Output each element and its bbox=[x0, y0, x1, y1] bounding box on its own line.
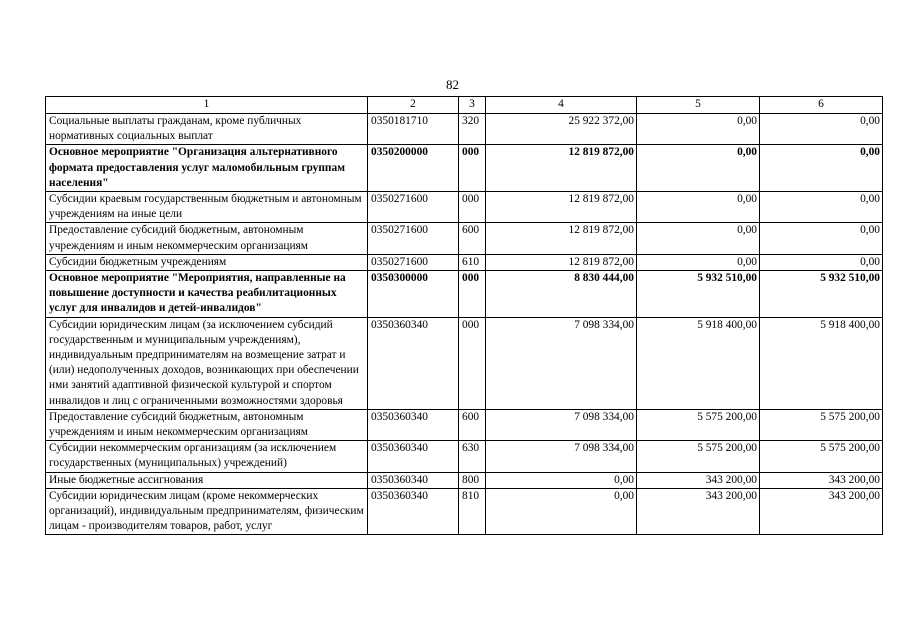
row-amount-4: 0,00 bbox=[486, 488, 637, 535]
row-expense-type: 000 bbox=[459, 192, 486, 223]
row-expense-type: 320 bbox=[459, 114, 486, 145]
row-amount-4: 12 819 872,00 bbox=[486, 192, 637, 223]
row-expense-type: 800 bbox=[459, 472, 486, 488]
row-expense-type: 600 bbox=[459, 409, 486, 440]
row-name: Субсидии юридическим лицам (за исключением субсидий государственным и муниципальным учреждениям), индивидуальным предпринимателям на возмещение затрат и (или) недополученных доходов, возникающих при обеспечении ими занятий адаптивной физической культурой и спортом инвалидов и лиц с ограниченными возможностями здоровья bbox=[46, 317, 368, 409]
row-name: Субсидии юридическим лицам (кроме некоммерческих организаций), индивидуальным предпринимателям, физическим лицам - производителям товаров, работ, услуг bbox=[46, 488, 368, 535]
row-amount-4: 7 098 334,00 bbox=[486, 409, 637, 440]
row-amount-4: 25 922 372,00 bbox=[486, 114, 637, 145]
row-name: Иные бюджетные ассигнования bbox=[46, 472, 368, 488]
row-expense-type: 810 bbox=[459, 488, 486, 535]
row-code: 0350360340 bbox=[368, 472, 459, 488]
row-name: Субсидии бюджетным учреждениям bbox=[46, 254, 368, 270]
row-amount-5: 0,00 bbox=[637, 114, 760, 145]
row-code: 0350300000 bbox=[368, 271, 459, 318]
row-amount-5: 0,00 bbox=[637, 192, 760, 223]
table-row bbox=[46, 145, 883, 192]
row-name: Социальные выплаты гражданам, кроме публичных нормативных социальных выплат bbox=[46, 114, 368, 145]
row-expense-type: 000 bbox=[459, 145, 486, 192]
row-amount-4: 8 830 444,00 bbox=[486, 271, 637, 318]
row-amount-5: 5 575 200,00 bbox=[637, 409, 760, 440]
row-code: 0350271600 bbox=[368, 254, 459, 270]
row-amount-6: 5 918 400,00 bbox=[760, 317, 883, 409]
row-amount-6: 0,00 bbox=[760, 223, 883, 254]
row-amount-6: 5 575 200,00 bbox=[760, 441, 883, 472]
row-amount-4: 12 819 872,00 bbox=[486, 145, 637, 192]
column-number-row bbox=[46, 97, 883, 114]
row-amount-5: 5 932 510,00 bbox=[637, 271, 760, 318]
table-row bbox=[46, 488, 883, 535]
row-expense-type: 000 bbox=[459, 317, 486, 409]
row-amount-5: 343 200,00 bbox=[637, 472, 760, 488]
table-row bbox=[46, 409, 883, 440]
row-expense-type: 630 bbox=[459, 441, 486, 472]
row-amount-5: 0,00 bbox=[637, 254, 760, 270]
row-amount-5: 5 575 200,00 bbox=[637, 441, 760, 472]
row-code: 0350360340 bbox=[368, 441, 459, 472]
row-amount-5: 0,00 bbox=[637, 223, 760, 254]
row-amount-6: 343 200,00 bbox=[760, 488, 883, 535]
row-code: 0350360340 bbox=[368, 317, 459, 409]
column-header-2: 2 bbox=[368, 97, 459, 114]
row-amount-5: 343 200,00 bbox=[637, 488, 760, 535]
row-amount-5: 5 918 400,00 bbox=[637, 317, 760, 409]
column-header-5: 5 bbox=[637, 97, 760, 114]
row-amount-6: 0,00 bbox=[760, 145, 883, 192]
row-amount-4: 0,00 bbox=[486, 472, 637, 488]
column-header-1: 1 bbox=[46, 97, 368, 114]
row-code: 0350271600 bbox=[368, 192, 459, 223]
table-row bbox=[46, 472, 883, 488]
row-amount-6: 0,00 bbox=[760, 114, 883, 145]
row-expense-type: 600 bbox=[459, 223, 486, 254]
table-row bbox=[46, 114, 883, 145]
row-amount-5: 0,00 bbox=[637, 145, 760, 192]
row-amount-6: 5 932 510,00 bbox=[760, 271, 883, 318]
table-row bbox=[46, 271, 883, 318]
column-header-3: 3 bbox=[459, 97, 486, 114]
row-amount-6: 343 200,00 bbox=[760, 472, 883, 488]
row-name: Основное мероприятие "Организация альтернативного формата предоставления услуг маломобильным группам населения" bbox=[46, 145, 368, 192]
row-name: Предоставление субсидий бюджетным, автономным учреждениям и иным некоммерческим организациям bbox=[46, 223, 368, 254]
row-name: Основное мероприятие "Мероприятия, направленные на повышение доступности и качества реабилитационных услуг для инвалидов и детей-инвалидов" bbox=[46, 271, 368, 318]
row-amount-4: 7 098 334,00 bbox=[486, 317, 637, 409]
row-amount-4: 7 098 334,00 bbox=[486, 441, 637, 472]
table-row bbox=[46, 254, 883, 270]
row-amount-6: 0,00 bbox=[760, 254, 883, 270]
table-row bbox=[46, 223, 883, 254]
column-header-4: 4 bbox=[486, 97, 637, 114]
row-code: 0350271600 bbox=[368, 223, 459, 254]
row-amount-4: 12 819 872,00 bbox=[486, 254, 637, 270]
row-name: Субсидии некоммерческим организациям (за исключением государственных (муниципальных) учреждений) bbox=[46, 441, 368, 472]
row-code: 0350360340 bbox=[368, 409, 459, 440]
row-code: 0350181710 bbox=[368, 114, 459, 145]
row-amount-6: 5 575 200,00 bbox=[760, 409, 883, 440]
row-name: Предоставление субсидий бюджетным, автономным учреждениям и иным некоммерческим организациям bbox=[46, 409, 368, 440]
row-expense-type: 610 bbox=[459, 254, 486, 270]
table-row bbox=[46, 441, 883, 472]
row-name: Субсидии краевым государственным бюджетным и автономным учреждениям на иные цели bbox=[46, 192, 368, 223]
column-header-6: 6 bbox=[760, 97, 883, 114]
table-row bbox=[46, 317, 883, 409]
row-code: 0350360340 bbox=[368, 488, 459, 535]
table-row bbox=[46, 192, 883, 223]
row-expense-type: 000 bbox=[459, 271, 486, 318]
budget-table bbox=[45, 96, 883, 535]
row-amount-6: 0,00 bbox=[760, 192, 883, 223]
page-number: 82 bbox=[446, 77, 459, 92]
row-amount-4: 12 819 872,00 bbox=[486, 223, 637, 254]
row-code: 0350200000 bbox=[368, 145, 459, 192]
